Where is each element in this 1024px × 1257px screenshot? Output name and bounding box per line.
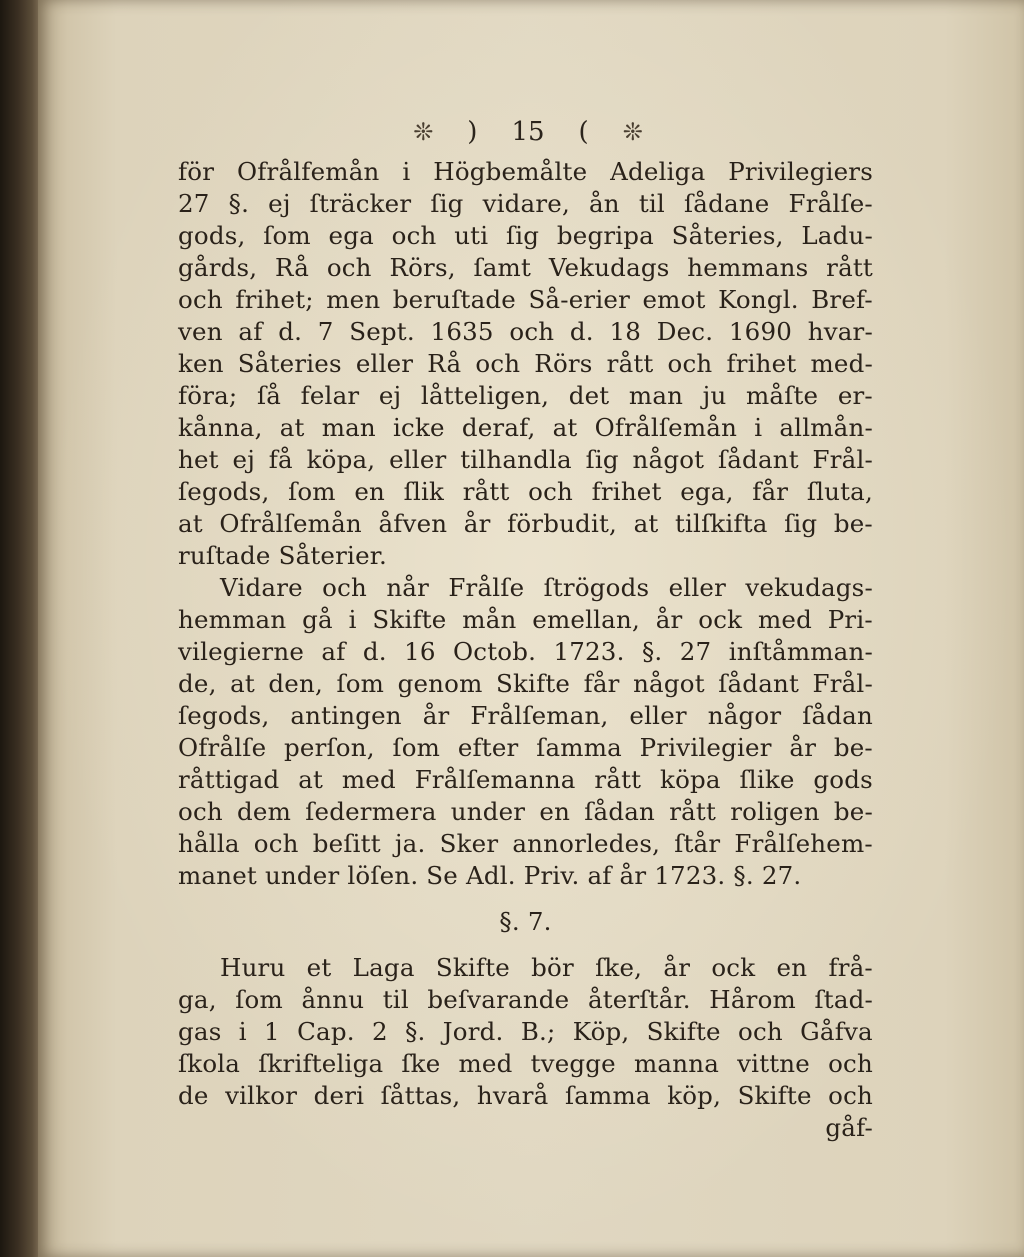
left-bracket: ) <box>467 117 478 147</box>
left-ornament-icon: ❊ <box>413 118 434 146</box>
text-line: och dem ſedermera under en ſådan rått roligen be- <box>178 797 873 826</box>
text-line: kånna, at man icke deraf, at Ofrålſemån i allmån- <box>178 413 873 442</box>
text-line: råttigad at med Frålſemanna rått köpa ſlike gods <box>178 765 873 794</box>
text-line: Vidare och når Frålſe ſtrögods eller vekudags- <box>220 573 873 602</box>
text-line: vilegierne af d. 16 Octob. 1723. §. 27 inſtåmman- <box>178 637 873 666</box>
text-line: ga, ſom ånnu til beſvarande återſtår. Hårom ſtad- <box>178 985 873 1014</box>
section-heading: §. 7. <box>499 907 552 936</box>
page-number: 15 <box>511 117 545 147</box>
text-line: ſegods, antingen år Frålſeman, eller någor ſådan <box>178 701 873 730</box>
text-line: het ej få köpa, eller tilhandla ſig något ſådant Frål- <box>178 445 873 474</box>
right-ornament-icon: ❊ <box>622 118 643 146</box>
book-binding-shadow <box>0 0 40 1257</box>
text-line: och frihet; men beruſtade Så-erier emot Kongl. Bref- <box>178 285 873 314</box>
right-bracket: ( <box>578 117 589 147</box>
paragraph-2 <box>178 572 873 892</box>
text-line: de vilkor deri ſåttas, hvarå ſamma köp, Skifte och <box>178 1081 873 1110</box>
text-line: gods, ſom ega och uti ſig begripa Såteries, Ladu- <box>178 221 873 250</box>
text-line: 27 §. ej ſträcker ſig vidare, ån til ſådane Frålſe- <box>178 189 873 218</box>
text-line: Ofrålſe perſon, ſom efter ſamma Privilegier år be- <box>178 733 873 762</box>
paragraph-1 <box>178 156 873 572</box>
body-text <box>178 156 873 1144</box>
paragraph-3 <box>178 952 873 1112</box>
text-line: hemman gå i Skifte mån emellan, år ock med Pri- <box>178 605 873 634</box>
text-line: ken Såteries eller Rå och Rörs rått och frihet med- <box>178 349 873 378</box>
text-line: ſkola ſkrifteliga ſke med tvegge manna vittne och <box>178 1049 873 1078</box>
text-line: hålla och beſitt ja. Sker annorledes, ſtår Frålſehem- <box>178 829 873 858</box>
catchword: gåf- <box>825 1113 873 1142</box>
book-page <box>38 0 1024 1257</box>
text-line: Huru et Laga Skifte bör ſke, år ock en frå- <box>220 953 873 982</box>
text-line: ruſtade Såterier. <box>178 541 387 570</box>
text-line: at Ofrålſemån åfven år förbudit, at tilſkifta ſig be- <box>178 509 873 538</box>
text-line: föra; ſå felar ej låtteligen, det man ju måſte er- <box>178 381 873 410</box>
page-header <box>338 112 718 152</box>
text-line: ſegods, ſom en ſlik rått och frihet ega, får ſluta, <box>178 477 873 506</box>
text-line: manet under löſen. Se Adl. Priv. af år 1723. §. 27. <box>178 861 802 890</box>
text-line: för Ofrålfemån i Högbemålte Adeliga Privilegiers <box>178 157 873 186</box>
text-line: gårds, Rå och Rörs, ſamt Vekudags hemmans rått <box>178 253 873 282</box>
text-line: ven af d. 7 Sept. 1635 och d. 18 Dec. 1690 hvar- <box>178 317 873 346</box>
text-line: gas i 1 Cap. 2 §. Jord. B.; Köp, Skifte och Gåfva <box>178 1017 873 1046</box>
text-line: de, at den, ſom genom Skifte får något ſådant Frål- <box>178 669 873 698</box>
